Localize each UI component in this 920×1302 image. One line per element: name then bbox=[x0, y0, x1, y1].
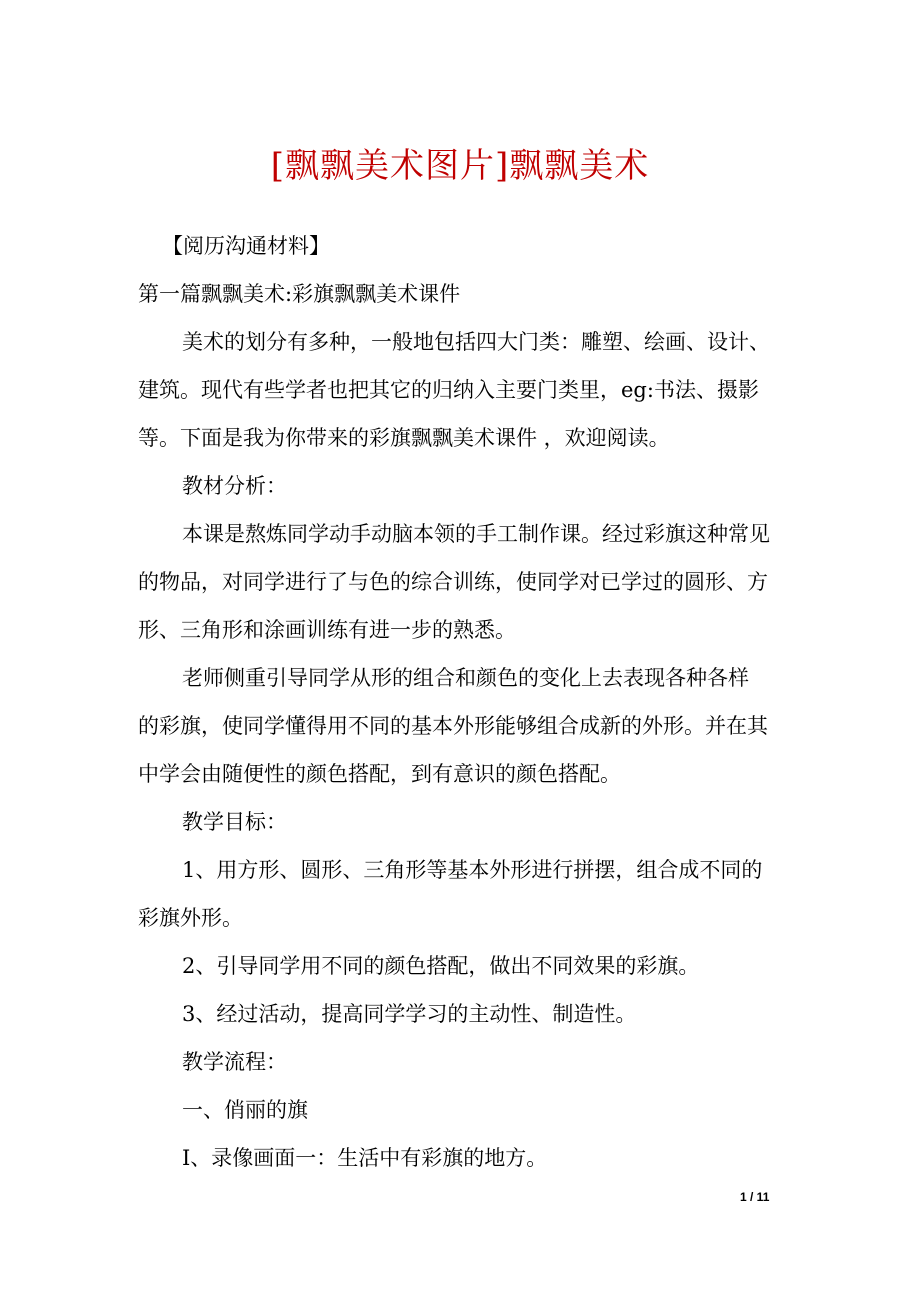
page-indicator: 1 / 11 bbox=[740, 1190, 770, 1204]
paragraph-line: 本课是熬炼同学动手动脑本领的手工制作课。经过彩旗这种常见 bbox=[182, 522, 770, 546]
section-tag: 【阅历沟通材料】 bbox=[162, 234, 330, 258]
paragraph-line: 彩旗外形。 bbox=[138, 906, 243, 930]
goals-heading: 教学目标： bbox=[182, 810, 287, 834]
paragraph-line: 老师侧重引导同学从形的组合和颜色的变化上去表现各种各样 bbox=[182, 666, 749, 690]
paragraph-line: 2、引导同学用不同的颜色搭配，做出不同效果的彩旗。 bbox=[182, 954, 700, 978]
paragraph-line: 的物品，对同学进行了与色的综合训练，使同学对已学过的圆形、方 bbox=[138, 570, 768, 594]
process-heading: 教学流程： bbox=[182, 1050, 287, 1074]
analysis-heading: 教材分析： bbox=[182, 474, 287, 498]
document-title: [飘飘美术图片]飘飘美术 bbox=[270, 146, 650, 186]
paragraph-line: 3、经过活动，提高同学学习的主动性、制造性。 bbox=[182, 1002, 637, 1026]
paragraph-line: 美术的划分有多种，一般地包括四大门类：雕塑、绘画、设计、 bbox=[182, 330, 770, 354]
paragraph-line: 中学会由随便性的颜色搭配，到有意识的颜色搭配。 bbox=[138, 762, 621, 786]
paragraph-line: 1、用方形、圆形、三角形等基本外形进行拼摆，组合成不同的 bbox=[182, 858, 763, 882]
paragraph-line: 形、三角形和涂画训练有进一步的熟悉。 bbox=[138, 618, 516, 642]
paragraph-line: 建筑。现代有些学者也把其它的归纳入主要门类里，eg:书法、摄影 bbox=[138, 378, 759, 402]
paragraph-line: 等。下面是我为你带来的彩旗飘飘美术课件 ，欢迎阅读。 bbox=[138, 426, 670, 450]
step-heading: 一、俏丽的旗 bbox=[182, 1098, 308, 1122]
chapter-heading: 第一篇飘飘美术:彩旗飘飘美术课件 bbox=[138, 282, 461, 306]
paragraph-line: Ⅰ、录像画面一：生活中有彩旗的地方。 bbox=[182, 1146, 548, 1170]
paragraph-line: 的彩旗，使同学懂得用不同的基本外形能够组合成新的外形。并在其 bbox=[138, 714, 768, 738]
